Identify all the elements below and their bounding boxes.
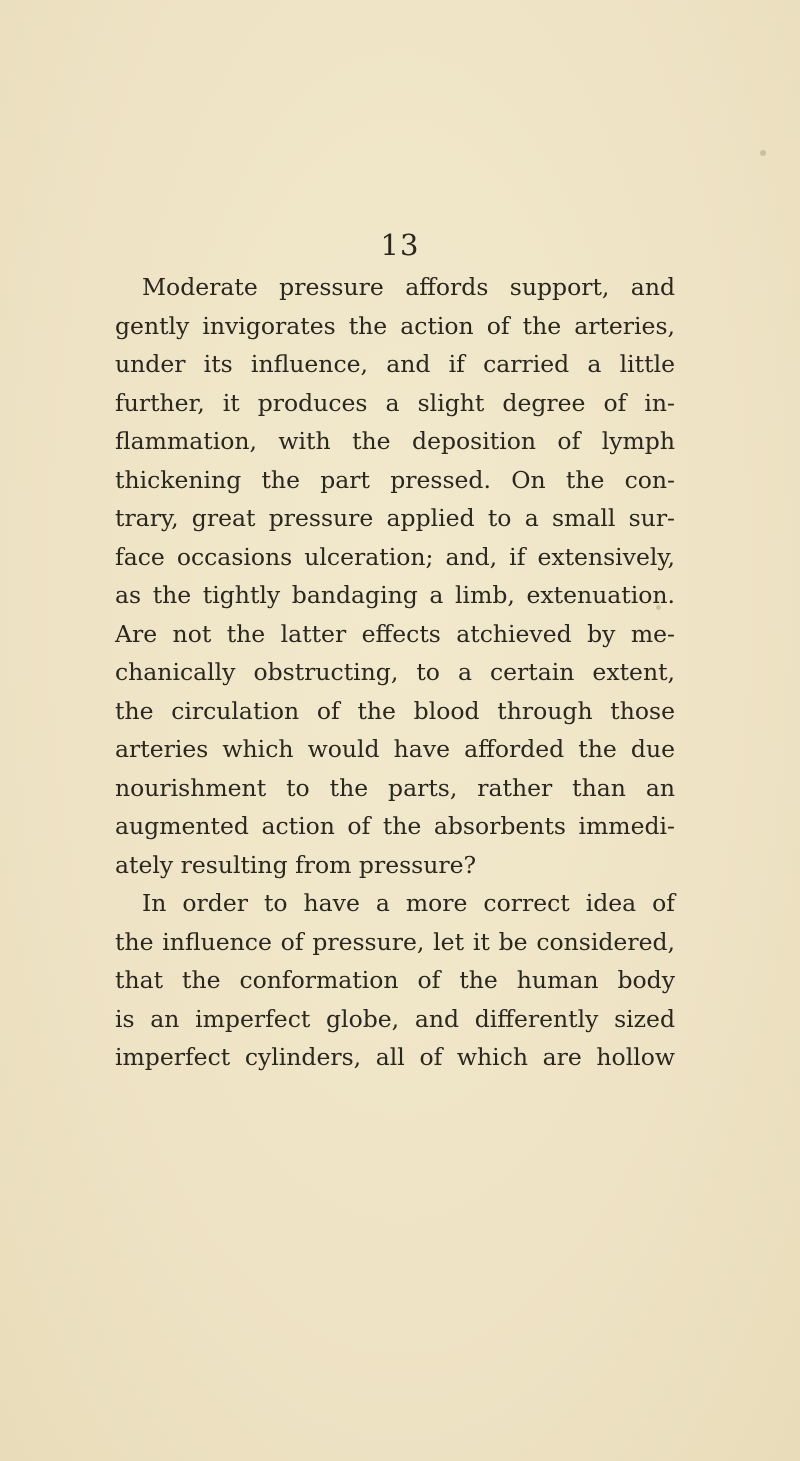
text-line: that the conformation of the human body xyxy=(115,966,675,994)
text-line: In order to have a more correct idea of xyxy=(142,889,675,917)
text-line: chanically obstructing, to a certain extent, xyxy=(115,658,675,686)
text-line: the circulation of the blood through those xyxy=(115,696,675,725)
text-line: as the tightly bandaging a limb, extenuation. xyxy=(115,581,675,609)
page-number: 13 xyxy=(380,228,420,262)
text-line: is an imperfect globe, and differently sized xyxy=(115,1004,675,1033)
text-line: face occasions ulceration; and, if extensively, xyxy=(115,542,675,571)
text-line: flammation, with the deposition of lymph xyxy=(115,427,675,455)
text-line: Are not the latter effects atchieved by me- xyxy=(115,619,675,648)
text-line: the influence of pressure, let it be considered, xyxy=(115,927,675,956)
body-text xyxy=(115,268,675,1077)
text-line: thickening the part pressed. On the con- xyxy=(115,465,675,494)
text-line: gently invigorates the action of the arteries, xyxy=(115,311,675,340)
text-line: trary, great pressure applied to a small sur- xyxy=(115,504,675,532)
text-line: arteries which would have afforded the due xyxy=(115,735,675,763)
paper-speck xyxy=(760,150,766,156)
text-line: under its influence, and if carried a little xyxy=(115,350,675,378)
text-line: ately resulting from pressure? xyxy=(115,850,477,879)
text-line: further, it produces a slight degree of in- xyxy=(115,388,675,417)
text-line: augmented action of the absorbents immedi- xyxy=(115,812,675,840)
text-line: imperfect cylinders, all of which are hollow xyxy=(115,1043,675,1071)
text-line: Moderate pressure affords support, and xyxy=(142,273,675,301)
text-line: nourishment to the parts, rather than an xyxy=(115,773,675,802)
